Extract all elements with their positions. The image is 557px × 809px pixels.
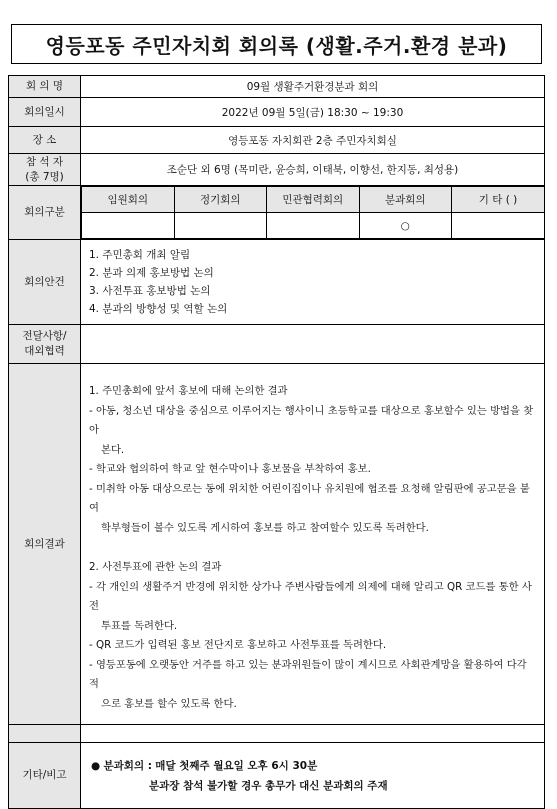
row-datetime <box>9 98 545 127</box>
label-meeting-type: 회의구분 <box>9 186 81 240</box>
row-place <box>9 127 545 154</box>
row-results <box>9 364 545 725</box>
label-relay-line2: 대외협력 <box>24 345 65 357</box>
results-line: - 미취학 아동 대상으로는 동에 위치한 어린이집이나 유치원에 협조를 요청해 알림판에 공고문을 붙여 <box>89 482 530 514</box>
type-header-executive: 임원회의 <box>82 187 175 213</box>
type-mark-other <box>452 213 545 239</box>
etc-line-2 <box>91 776 544 796</box>
row-etc <box>9 743 545 809</box>
value-meeting-name: 09월 생활주거환경분과 회의 <box>81 76 545 98</box>
label-results: 회의결과 <box>9 364 81 725</box>
results-section-title: 1. 주민총회에 앞서 홍보에 대해 논의한 결과 <box>89 385 288 397</box>
results-line: 본다. <box>101 443 125 456</box>
type-mark-regular <box>174 213 267 239</box>
value-place: 영등포동 자치회관 2층 주민자치회실 <box>81 127 545 154</box>
row-attendees <box>9 154 545 186</box>
bullet-icon: ● <box>91 759 101 772</box>
etc-cell <box>81 743 545 809</box>
label-spacer <box>9 725 81 743</box>
label-place: 장 소 <box>9 127 81 154</box>
agenda-list <box>81 240 544 324</box>
label-agenda: 회의안건 <box>9 240 81 325</box>
results-line: - QR 코드가 입력된 홍보 전단지로 홍보하고 사전투표를 독려한다. <box>89 639 387 651</box>
spacer-cell <box>81 725 545 743</box>
label-datetime: 회의일시 <box>9 98 81 127</box>
meeting-type-grid <box>81 186 545 240</box>
etc-value: 매달 첫째주 월요일 오후 6시 30분 <box>155 759 318 772</box>
etc-note: 분과장 참석 불가할 경우 총무가 대신 분과회의 주재 <box>149 779 388 792</box>
label-attendees <box>9 154 81 186</box>
etc-key: 분과회의 : <box>103 759 152 772</box>
type-header-regular: 정기회의 <box>174 187 267 213</box>
type-header-other: 기 타 ( ) <box>452 187 545 213</box>
results-line: - 학교와 협의하여 학교 앞 현수막이나 홍보물을 부착하여 홍보. <box>89 463 371 475</box>
row-relay <box>9 325 545 364</box>
value-datetime: 2022년 09월 5일(금) 18:30 ~ 19:30 <box>81 98 545 127</box>
meeting-type-subtable <box>81 186 544 239</box>
label-relay-line1: 전달사항/ <box>22 330 67 342</box>
results-body <box>81 364 544 724</box>
type-mark-subcommittee: ○ <box>359 213 452 239</box>
row-meeting-name <box>9 76 545 98</box>
results-line: 으로 홍보를 할수 있도록 한다. <box>101 697 237 710</box>
results-section-title: 2. 사전투표에 관한 논의 결과 <box>89 561 222 573</box>
results-line: - 아동, 청소년 대상을 중심으로 이루어지는 행사이니 초등학교를 대상으로 홍보할수 있는 방법을 찾아 <box>89 404 534 436</box>
row-agenda <box>9 240 545 325</box>
results-line: 투표를 독려한다. <box>101 619 178 632</box>
label-relay <box>9 325 81 364</box>
document-title: 영등포동 주민자치회 회의록 (생활.주거.환경 분과) <box>11 24 542 64</box>
value-attendees: 조순단 외 6명 (목미란, 윤승희, 이태북, 이향선, 한지동, 최성용) <box>81 154 545 186</box>
value-relay <box>81 325 545 364</box>
agenda-item: 4. 분과의 방향성 및 역할 논의 <box>89 303 228 315</box>
type-header-public-private: 민관협력회의 <box>267 187 360 213</box>
row-meeting-type <box>9 186 545 240</box>
agenda-item: 2. 분과 의제 홍보방법 논의 <box>89 267 214 279</box>
results-line: 학부형들이 볼수 있도록 게시하여 홍보를 하고 참여할수 있도록 독려한다. <box>101 521 429 534</box>
type-header-subcommittee: 분과회의 <box>359 187 452 213</box>
label-meeting-name: 회 의 명 <box>9 76 81 98</box>
agenda-item: 3. 사전투표 홍보방법 논의 <box>89 285 211 297</box>
minutes-table <box>8 75 545 809</box>
etc-body <box>81 756 544 796</box>
label-attendees-line1: 참 석 자 <box>25 155 64 168</box>
results-line: - 영등포동에 오랫동안 거주를 하고 있는 분과위원들이 많이 계시므로 사회관계망을 활용하여 다각적 <box>89 658 527 690</box>
type-mark-public-private <box>267 213 360 239</box>
type-mark-executive <box>82 213 175 239</box>
label-etc: 기타/비고 <box>9 743 81 809</box>
etc-line-1 <box>91 756 544 776</box>
row-spacer <box>9 725 545 743</box>
results-line: - 각 개인의 생활주거 반경에 위치한 상가나 주변사람들에게 의제에 대해 알리고 QR 코드를 통한 사전 <box>89 580 532 612</box>
agenda-item: 1. 주민총회 개최 알림 <box>89 249 191 261</box>
results-cell <box>81 364 545 725</box>
label-attendees-line2: (총 7명) <box>25 170 64 183</box>
agenda-cell <box>81 240 545 325</box>
